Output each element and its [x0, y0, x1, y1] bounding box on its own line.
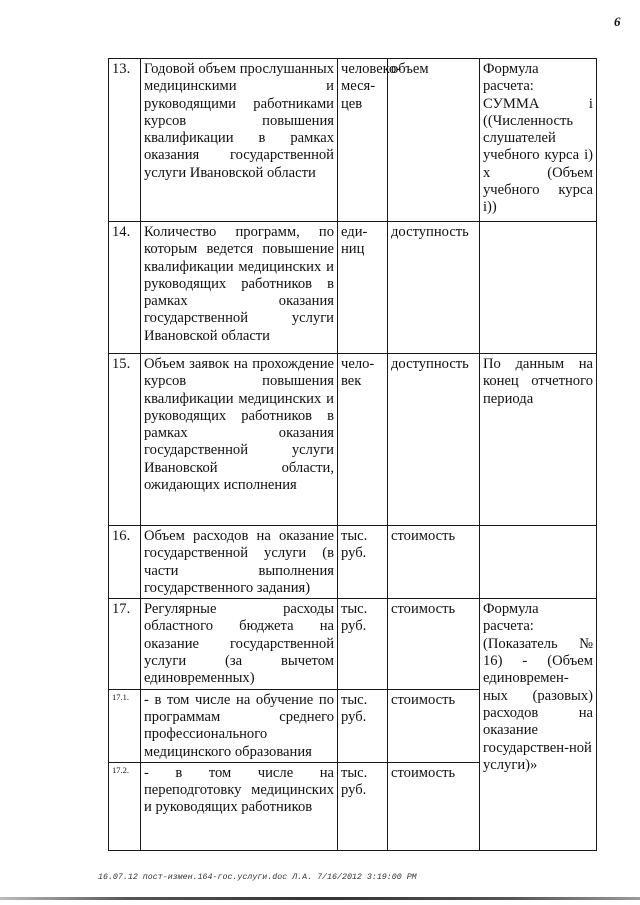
scan-edge-line	[0, 897, 640, 900]
unit-of-measure: тыс. руб.	[338, 526, 388, 599]
unit-of-measure: человеко-меся-цев	[338, 59, 388, 222]
indicator-name: Годовой объем прослушанных медицинскими и руководящими работниками курсов повышения квалификации в рамках оказания государственной услуги Ивановской области	[141, 59, 338, 222]
indicator-name: Объем расходов на оказание государственной услуги (в части выполнения государственного задания)	[141, 526, 338, 599]
indicator-type: объем	[388, 59, 480, 222]
indicator-name: Регулярные расходы областного бюджета на оказание государственной услуги (за вычетом единовременных)	[141, 599, 338, 689]
indicator-type: доступность	[388, 354, 480, 526]
calculation-note	[480, 526, 597, 599]
table-row	[109, 354, 597, 526]
table-row	[109, 599, 597, 689]
table-row	[109, 526, 597, 599]
unit-of-measure: тыс. руб.	[338, 762, 388, 850]
row-number: 13.	[109, 59, 141, 222]
row-number: 17.2.	[109, 762, 141, 850]
indicator-type: стоимость	[388, 762, 480, 850]
table-row	[109, 222, 597, 354]
calculation-note: По данным на конец отчетного периода	[480, 354, 597, 526]
row-number: 17.1.	[109, 689, 141, 762]
indicator-type: стоимость	[388, 599, 480, 689]
indicator-name: Объем заявок на прохождение курсов повышения квалификации медицинских и руководящих работников в рамках оказания государственной услуги Ивановской области, ожидающих исполнения	[141, 354, 338, 526]
table-row	[109, 59, 597, 222]
indicator-type: стоимость	[388, 689, 480, 762]
unit-of-measure: еди-ниц	[338, 222, 388, 354]
page-number: 6	[614, 14, 621, 29]
indicator-type: стоимость	[388, 526, 480, 599]
indicator-type: доступность	[388, 222, 480, 354]
indicator-name: - в том числе на переподготовку медицинских и руководящих работников	[141, 762, 338, 850]
calculation-note	[480, 222, 597, 354]
indicator-name: Количество программ, по которым ведется повышение квалификации медицинских и руководящих работников в рамках оказания государственной услуги Ивановской области	[141, 222, 338, 354]
calculation-note: Формула расчета: (Показатель № 16) - (Объем единовремен-ных (разовых) расходов на оказание государствен-ной услуги)»	[480, 599, 597, 851]
row-number: 14.	[109, 222, 141, 354]
unit-of-measure: чело-век	[338, 354, 388, 526]
row-number: 15.	[109, 354, 141, 526]
indicator-name: - в том числе на обучение по программам среднего профессионального медицинского образования	[141, 689, 338, 762]
document-footer: 16.07.12 пост-измен.164-гос.услуги.doc Л.А. 7/16/2012 3:19:00 PM	[98, 873, 417, 882]
calculation-note: Формула расчета: СУММА i ((Численность слушателей учебного курса i) х (Объем учебного курса i))	[480, 59, 597, 222]
row-number: 17.	[109, 599, 141, 689]
indicators-table	[108, 58, 597, 851]
row-number: 16.	[109, 526, 141, 599]
unit-of-measure: тыс. руб.	[338, 599, 388, 689]
unit-of-measure: тыс. руб.	[338, 689, 388, 762]
